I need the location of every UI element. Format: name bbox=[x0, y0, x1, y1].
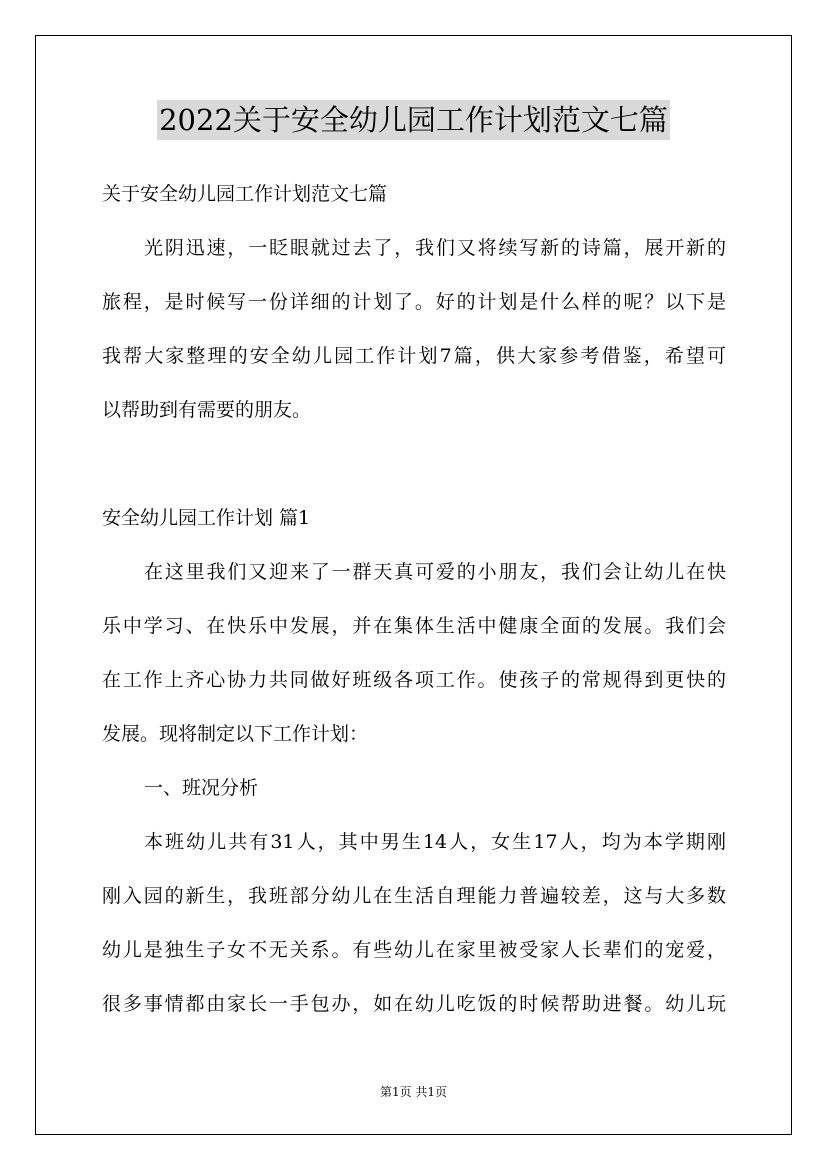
analysis-line: 刚入园的新生，我班部分幼儿在生活自理能力普遍较差，这与大多数 bbox=[102, 885, 726, 907]
section-line: 乐中学习、在快乐中发展，并在集体生活中健康全面的发展。我们会 bbox=[102, 615, 726, 637]
subheading: 一、班况分析 bbox=[144, 777, 259, 799]
section-line: 发展。现将制定以下工作计划： bbox=[102, 723, 369, 745]
section-heading: 安全幼儿园工作计划 篇1 bbox=[102, 507, 311, 529]
section-line: 在工作上齐心协力共同做好班级各项工作。使孩子的常规得到更快的 bbox=[102, 669, 726, 691]
analysis-line: 本班幼儿共有31人，其中男生14人，女生17人，均为本学期刚 bbox=[144, 831, 726, 853]
document-subtitle: 关于安全幼儿园工作计划范文七篇 bbox=[102, 183, 388, 205]
intro-line: 我帮大家整理的安全幼儿园工作计划7篇，供大家参考借鉴，希望可 bbox=[102, 345, 726, 367]
document-body bbox=[102, 179, 726, 1043]
analysis-line: 很多事情都由家长一手包办，如在幼儿吃饭的时候帮助进餐。幼儿玩 bbox=[102, 993, 726, 1015]
section-line: 在这里我们又迎来了一群天真可爱的小朋友，我们会让幼儿在快 bbox=[144, 561, 726, 583]
page-number: 第1页 共1页 bbox=[379, 1085, 448, 1099]
intro-line: 光阴迅速，一眨眼就过去了，我们又将续写新的诗篇，展开新的 bbox=[144, 237, 726, 259]
intro-line: 以帮助到有需要的朋友。 bbox=[102, 399, 312, 421]
intro-line: 旅程，是时候写一份详细的计划了。好的计划是什么样的呢？以下是 bbox=[102, 291, 726, 313]
analysis-line: 幼儿是独生子女不无关系。有些幼儿在家里被受家人长辈们的宠爱， bbox=[102, 939, 726, 961]
document-title: 2022关于安全幼儿园工作计划范文七篇 bbox=[157, 100, 670, 140]
page-footer bbox=[0, 1083, 827, 1100]
title-container bbox=[0, 100, 827, 140]
paragraph-gap bbox=[102, 449, 726, 503]
